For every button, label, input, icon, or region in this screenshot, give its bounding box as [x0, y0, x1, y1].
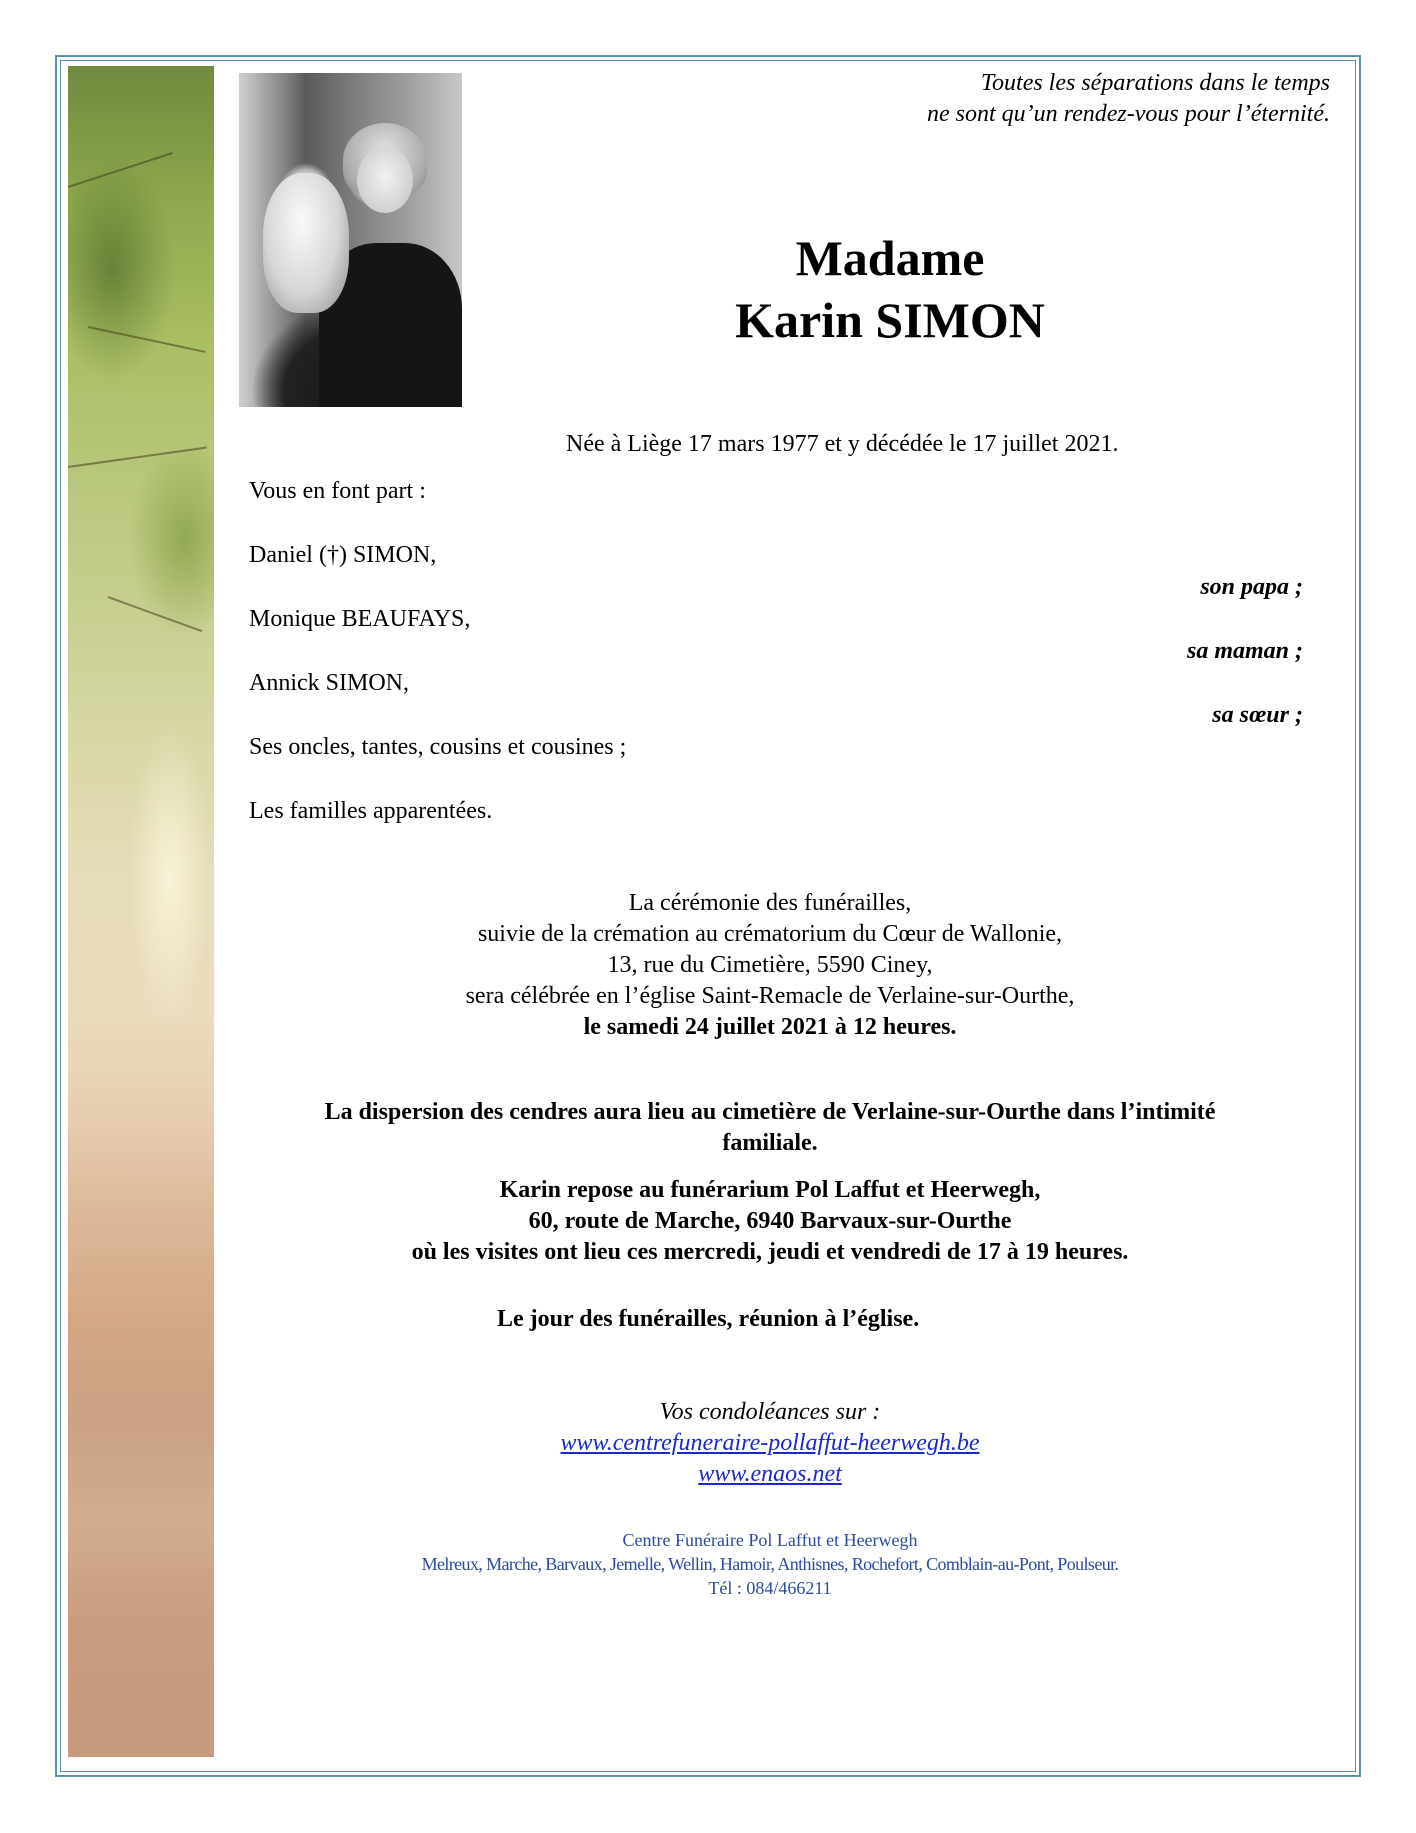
- visits-line-2: 60, route de Marche, 6940 Barvaux-sur-Ourthe: [528, 1208, 1012, 1234]
- dispersion-block: [240, 1097, 1300, 1159]
- quote-line-1: Toutes les séparations dans le temps: [980, 70, 1330, 96]
- birth-death-line: Née à Liège 17 mars 1977 et y décédée le 17 juillet 2021.: [566, 431, 1119, 457]
- reunion-line: Le jour des funérailles, réunion à l’église.: [497, 1306, 920, 1332]
- families-line: Les familles apparentées.: [249, 798, 493, 824]
- ceremony-line-1: La cérémonie des funérailles,: [628, 890, 912, 916]
- footer-phone: Tél : 084/466211: [708, 1578, 832, 1598]
- condolences-block: [240, 1397, 1300, 1490]
- visits-line-3: où les visites ont lieu ces mercredi, jeudi et vendredi de 17 à 19 heures.: [411, 1239, 1129, 1265]
- dispersion-line-2: familiale.: [722, 1130, 818, 1156]
- footer-cities: Melreux, Marche, Barvaux, Jemelle, Wellin, Hamoir, Anthisnes, Rochefort, Comblain-au-Pont, Poulseur.: [421, 1554, 1119, 1574]
- condolences-link-enaos[interactable]: www.enaos.net: [698, 1461, 842, 1487]
- quote-line-2: ne sont qu’un rendez-vous pour l’éternité.: [926, 101, 1330, 127]
- footer-company: Centre Funéraire Pol Laffut et Heerwegh: [622, 1530, 918, 1550]
- ceremony-block: [240, 888, 1300, 1043]
- ceremony-line-2: suivie de la crémation au crématorium du Cœur de Wallonie,: [477, 921, 1063, 947]
- ceremony-line-4: sera célébrée en l’église Saint-Remacle de Verlaine-sur-Ourthe,: [465, 983, 1075, 1009]
- epigraph-quote: [630, 68, 1330, 130]
- family-member-role: sa sœur ;: [1212, 702, 1303, 728]
- family-member-name: Annick SIMON,: [249, 670, 409, 696]
- family-member-name: Monique BEAUFAYS,: [249, 606, 471, 632]
- family-member-name: Daniel (†) SIMON,: [249, 542, 437, 568]
- condolences-link-funeral-center[interactable]: www.centrefuneraire-pollaffut-heerwegh.be: [560, 1430, 980, 1456]
- relatives-line: Ses oncles, tantes, cousins et cousines ;: [249, 734, 627, 760]
- title-honorific: Madame: [795, 230, 985, 286]
- visits-line-1: Karin repose au funérarium Pol Laffut et Heerwegh,: [499, 1177, 1041, 1203]
- forest-photo-strip: [68, 66, 214, 1757]
- title-name: Karin SIMON: [735, 292, 1045, 348]
- footer-block: [240, 1528, 1300, 1600]
- visits-block: [240, 1175, 1300, 1268]
- condolences-label: Vos condoléances sur :: [659, 1399, 881, 1425]
- announce-line: Vous en font part :: [249, 478, 426, 504]
- ceremony-date: le samedi 24 juillet 2021 à 12 heures.: [583, 1014, 957, 1040]
- ceremony-line-3: 13, rue du Cimetière, 5590 Ciney,: [607, 952, 933, 978]
- deceased-name-title: [600, 227, 1180, 351]
- family-member-role: sa maman ;: [1186, 638, 1303, 664]
- dispersion-line-1: La dispersion des cendres aura lieu au cimetière de Verlaine-sur-Ourthe dans l’intimité: [324, 1099, 1216, 1125]
- family-member-role: son papa ;: [1200, 574, 1303, 600]
- portrait-photo: [239, 73, 462, 407]
